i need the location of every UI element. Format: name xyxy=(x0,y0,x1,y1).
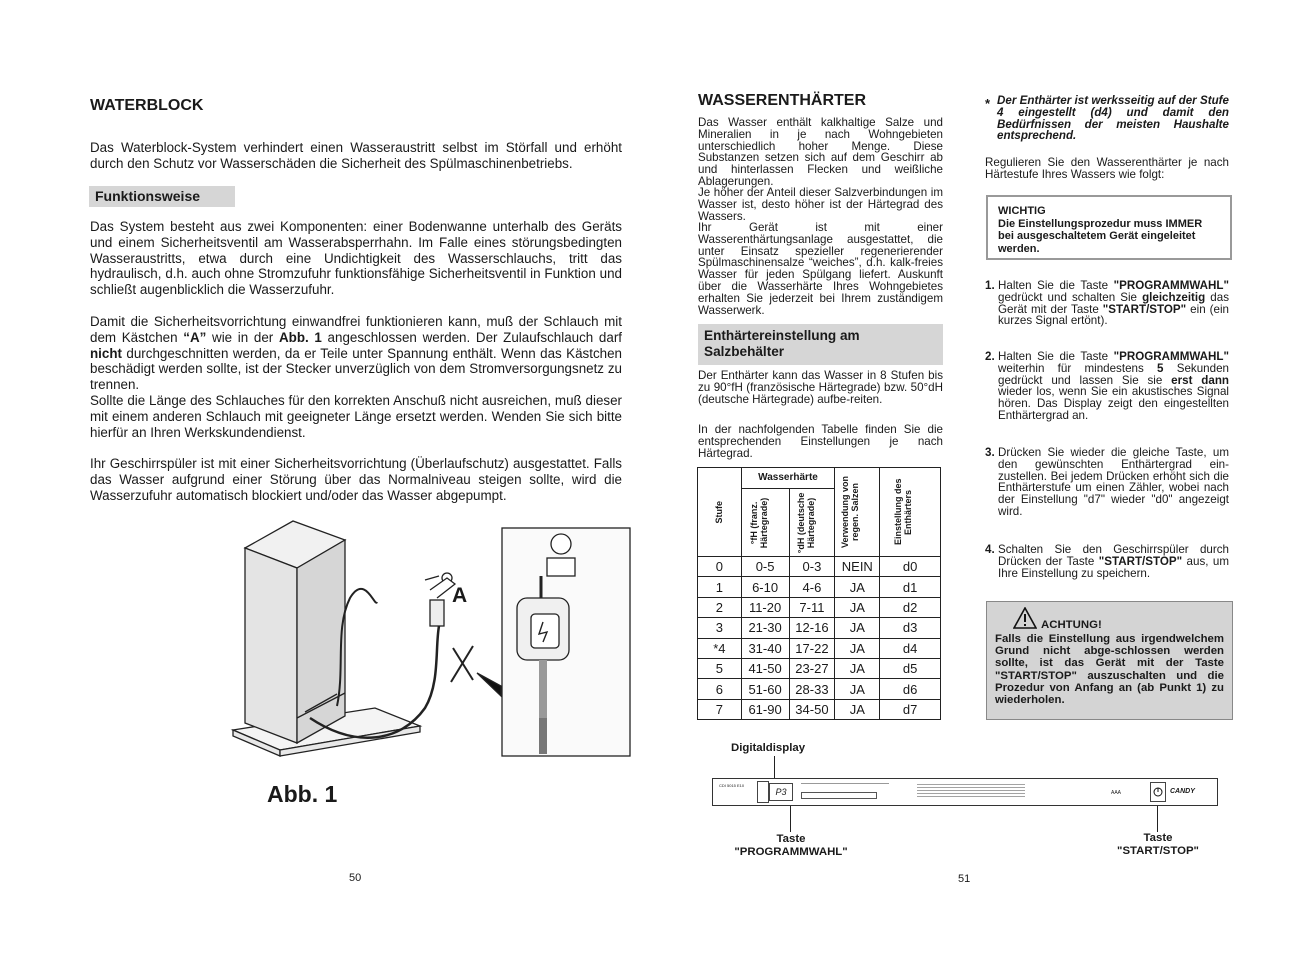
page-number-right: 51 xyxy=(958,873,971,885)
figure-caption: Abb. 1 xyxy=(267,781,338,807)
step-key: "START/STOP" xyxy=(1102,302,1187,316)
col-header-wasserhaerte: Wasserhärte xyxy=(741,468,835,489)
step-text: aus, um Ihre Einstellung zu speichern. xyxy=(998,554,1230,580)
waterblock-intro: Das Waterblock-System verhindert einen Wasseraustritt selbst im Störfall und erhöht durch den Schutz vor Wasserschäden die Sicherheit des Spülmaschinenbetriebs. xyxy=(90,140,622,171)
col-header-einstellung-text: Einstellung des Enthärters xyxy=(893,478,914,546)
col-header-einstellung xyxy=(880,468,941,557)
col-header-dh-text: °dH (deutsche Härtegrade) xyxy=(795,492,816,553)
achtung-title: ACHTUNG! xyxy=(1041,619,1102,631)
page-number-left: 50 xyxy=(349,872,362,884)
step-emphasis: 5 xyxy=(1157,361,1164,375)
funktionsweise-para3: Sollte die Länge des Schlauches für den korrekten Anschuß nicht ausreichen, muß dieser mit einem anderen Schlauch mit geeigneter Länge ersetzt werden. Wenden Sie sich bitte hierfür an Ihren Werkskundendienst. xyxy=(90,393,622,440)
step-3 xyxy=(985,447,1229,518)
table-row xyxy=(698,699,941,719)
programmwahl-label xyxy=(720,833,862,858)
table-cell: 21-30 xyxy=(741,618,789,638)
table-cell: 17-22 xyxy=(789,638,835,658)
table-cell: 6-10 xyxy=(741,577,789,597)
funktionsweise-para2 xyxy=(90,314,622,393)
table-cell: d3 xyxy=(880,618,941,638)
program-indicators xyxy=(801,792,877,799)
table-cell: JA xyxy=(835,679,880,699)
table-row xyxy=(698,618,941,638)
table-cell: 4-6 xyxy=(789,577,835,597)
para2-letter-a: “A” xyxy=(183,329,207,345)
table-row xyxy=(698,557,941,577)
para2-text-b: wie in der xyxy=(206,329,279,345)
table-cell: JA xyxy=(835,658,880,678)
para2-nicht: nicht xyxy=(90,345,122,361)
col-header-salz xyxy=(835,468,880,557)
start-stop-label xyxy=(1100,832,1216,857)
start-stop-pointer-line xyxy=(1157,806,1158,832)
table-cell: d2 xyxy=(880,597,941,617)
table-row xyxy=(698,577,941,597)
step-text: Schalten Sie den Geschirrspüler durch Drücken der Taste xyxy=(998,543,1229,568)
table-cell: 7 xyxy=(698,699,742,719)
col-header-dh xyxy=(789,488,835,556)
step-key: "PROGRAMMWAHL" xyxy=(1113,279,1229,292)
step-key: "START/STOP" xyxy=(1098,554,1183,568)
para2-text-c: angeschlossen werden. Der Zulaufschlauch darf xyxy=(321,329,623,345)
display-box xyxy=(757,781,769,803)
table-cell: NEIN xyxy=(835,557,880,577)
salzbehaelter-heading-line1: Enthärtereinstellung am xyxy=(704,328,860,343)
programmwahl-pointer-line xyxy=(790,806,791,832)
step-1 xyxy=(985,280,1229,327)
hardness-table xyxy=(697,467,941,720)
right-intro: Regulieren Sie den Wasserenthärter je nach Härtestufe Ihres Wassers wie folgt: xyxy=(985,156,1229,181)
table-cell: 6 xyxy=(698,679,742,699)
table-cell: 7-11 xyxy=(789,597,835,617)
step-number: 1. xyxy=(985,279,995,292)
wichtig-text: Die Einstellungsprozedur muss IMMER bei ausgeschaltetem Gerät eingeleitet werden. xyxy=(998,217,1203,255)
step-text: das Gerät mit der Taste xyxy=(998,290,1229,316)
table-cell: 61-90 xyxy=(741,699,789,719)
table-row xyxy=(698,638,941,658)
table-cell: JA xyxy=(835,577,880,597)
digitaldisplay-label: Digitaldisplay xyxy=(731,742,806,754)
table-cell: 0 xyxy=(698,557,742,577)
table-cell: 3 xyxy=(698,618,742,638)
note-asterisk: * xyxy=(985,96,991,111)
table-row xyxy=(698,658,941,678)
table-cell: 1 xyxy=(698,577,742,597)
control-panel xyxy=(712,778,1218,806)
step-text: wieder los, wenn Sie ein akustisches Signal hören. Das Display zeigt den eingestellten Enthärtergrad an. xyxy=(998,385,1229,422)
table-cell: 31-40 xyxy=(741,638,789,658)
warning-icon xyxy=(1013,607,1037,629)
programmwahl-label-line2: "PROGRAMMWAHL" xyxy=(734,845,848,858)
salzbehaelter-heading-line2: Salzbehälter xyxy=(704,344,785,359)
step-text: gedrückt und schalten Sie xyxy=(998,290,1143,304)
digital-display: P3 xyxy=(769,783,793,801)
para2-abb-ref: Abb. 1 xyxy=(278,329,322,345)
table-cell: 34-50 xyxy=(789,699,835,719)
table-row xyxy=(698,597,941,617)
achtung-text: Falls die Einstellung aus irgendwelchem Grund nicht abge-schlossen werden sollte, ist das Gerät mit der Taste "START/STOP" auszuschalten und die Prozedur von Anfang an (ab Punkt 1) zu wiederholen. xyxy=(995,633,1224,707)
table-cell: JA xyxy=(835,597,880,617)
table-cell: 2 xyxy=(698,597,742,617)
step-key: "PROGRAMMWAHL" xyxy=(1113,350,1229,363)
col-header-fh xyxy=(741,488,789,556)
table-cell: 0-5 xyxy=(741,557,789,577)
table-cell: 28-33 xyxy=(789,679,835,699)
para2-text-a: Damit die Sicherheitsvorrichtung einwandfrei funktionieren kann, muß der Schlauch mit dem Kästchen xyxy=(90,314,622,345)
energy-label: AAA xyxy=(1111,790,1122,796)
table-cell: d6 xyxy=(880,679,941,699)
step-3-text: Drücken Sie wieder die gleiche Taste, um den gewünschten Enthärtergrad ein-zustellen. Bei jedem Drücken erhöht sich die Enthärterstufe um einen Zähler, wobei nach der Einstellung "d7" wieder "d0" angezeigt wird. xyxy=(998,446,1229,518)
step-1-text xyxy=(998,280,1229,327)
table-cell: 5 xyxy=(698,658,742,678)
table-cell: *4 xyxy=(698,638,742,658)
wasser-para5: In der nachfolgenden Tabelle finden Sie die entsprechenden Einstellungen je nach Härtegrad. xyxy=(698,423,943,460)
program-buttons-row xyxy=(801,783,889,790)
factory-note: Der Enthärter ist werksseitig auf der Stufe 4 eingestellt (d4) und damit den Bedürfnissen der meisten Haushalte entsprechend. xyxy=(997,94,1229,143)
start-stop-label-line1: Taste xyxy=(1143,832,1173,844)
step-4 xyxy=(985,544,1229,579)
step-number: 2. xyxy=(985,350,995,363)
wasser-para3: Ihr Gerät ist mit einer Wasserenthärtungsanlage ausgestattet, die unter Einsatz spezieller regenerierender Spülmaschinensalze “weiches”, d.h. kalk-freies Wasser für jeden Spülgang liefert. Auskunft über die Wasserhärte Ihres Wohngebietes erhalten Sie jederzeit bei Ihrem zuständigem Wasserwerk. xyxy=(698,221,943,317)
step-4-text xyxy=(998,544,1229,579)
table-cell: d4 xyxy=(880,638,941,658)
salzbehaelter-heading xyxy=(698,324,943,365)
step-text: weiterhin für mindestens xyxy=(998,361,1158,375)
wasser-para2: Je höher der Anteil dieser Salzverbindungen im Wasser ist, desto höher ist der Härtegrad des Wassers. xyxy=(698,186,943,223)
achtung-box xyxy=(986,601,1233,720)
achtung-header xyxy=(995,607,1224,633)
programmwahl-label-line1: Taste xyxy=(776,833,806,845)
table-cell: 23-27 xyxy=(789,658,835,678)
wichtig-box xyxy=(986,195,1232,260)
option-grid xyxy=(917,783,1025,799)
step-2-text xyxy=(998,351,1229,422)
funktionsweise-para1: Das System besteht aus zwei Komponenten: einer Bodenwanne unterhalb des Geräts und einem Sicherheitsventil am Wasserabsperrhahn. Im Falle eines störungsbedingten Wasseraustritts, etwa durch eine Undichtigkeit des Wasserschlauchs, tritt das hydraulisch, d.h. auch ohne Stromzufuhr funktionsfähige Sicherheitsventil in Funktion und schließt augenblicklich die Wasserzufuhr. xyxy=(90,219,622,298)
col-header-salz-text: Verwendung von regen. Salzen xyxy=(840,476,861,549)
power-icon xyxy=(1153,787,1163,797)
table-row xyxy=(698,679,941,699)
start-stop-label-line2: "START/STOP" xyxy=(1117,844,1199,857)
table-cell: d0 xyxy=(880,557,941,577)
figure-letter-a: A xyxy=(452,584,468,607)
funktionsweise-heading: Funktionsweise xyxy=(89,186,235,207)
step-text: Halten Sie die Taste xyxy=(998,279,1114,292)
table-cell: JA xyxy=(835,618,880,638)
table-cell: 11-20 xyxy=(741,597,789,617)
wichtig-title: WICHTIG xyxy=(998,205,1046,217)
col-header-stufe-text: Stufe xyxy=(714,500,725,524)
wasser-para1: Das Wasser enthält kalkhaltige Salze und Mineralien in je nach Wohngebieten unterschiedlich hoher Menge. Diese Substanzen setzen sich auf dem Geschirr ab und hinterlassen Flecken und weißliche Ablagerungen. xyxy=(698,116,943,188)
col-header-stufe xyxy=(698,468,742,557)
table-cell: JA xyxy=(835,638,880,658)
table-cell: 41-50 xyxy=(741,658,789,678)
step-2 xyxy=(985,351,1229,422)
table-cell: JA xyxy=(835,699,880,719)
table-cell: d5 xyxy=(880,658,941,678)
step-text: Halten Sie die Taste xyxy=(998,350,1114,363)
step-number: 4. xyxy=(985,543,995,556)
step-number: 3. xyxy=(985,446,995,459)
para2-text-d: durchgeschnitten werden, da er Teile unter Spannung enthält. Wenn das Kästchen beschädigt werden sollte, ist der Stecker unverzüglich von dem Stromversorgungsnetz zu trennen. xyxy=(90,345,622,393)
step-emphasis: gleichzeitig xyxy=(1142,290,1206,304)
model-label: CDI 5015 E10 xyxy=(719,783,745,788)
start-stop-button[interactable] xyxy=(1150,782,1166,802)
table-cell: d1 xyxy=(880,577,941,597)
step-text: Sekunden gedrückt und lassen Sie sie xyxy=(998,361,1229,387)
col-header-fh-text: °fH (franz. Härtegrade) xyxy=(749,497,770,548)
funktionsweise-para4: Ihr Geschirrspüler ist mit einer Sicherheitsvorrichtung (Überlaufschutz) ausgestattet. Falls das Wasser aufgrund einer Störung über das Normalniveau steigen sollte, wird die Wasserzufuhr automatisch blockiert und/oder das Wasser abgepumpt. xyxy=(90,456,622,503)
middle-title: WASSERENTHÄRTER xyxy=(698,92,867,109)
wasser-para4: Der Enthärter kann das Wasser in 8 Stufen bis zu 90°fH (französische Härtegrade) bzw. 50°dH (deutsche Härtegrade) aufbe-reiten. xyxy=(698,369,943,406)
step-emphasis: erst dann xyxy=(1171,373,1229,387)
table-cell: d7 xyxy=(880,699,941,719)
step-text: ein (ein kurzes Signal ertönt). xyxy=(998,302,1230,328)
table-cell: 0-3 xyxy=(789,557,835,577)
waterblock-illustration xyxy=(225,518,635,768)
table-cell: 12-16 xyxy=(789,618,835,638)
table-cell: 51-60 xyxy=(741,679,789,699)
brand-logo: CANDY xyxy=(1170,788,1195,795)
left-title: WATERBLOCK xyxy=(90,97,204,114)
